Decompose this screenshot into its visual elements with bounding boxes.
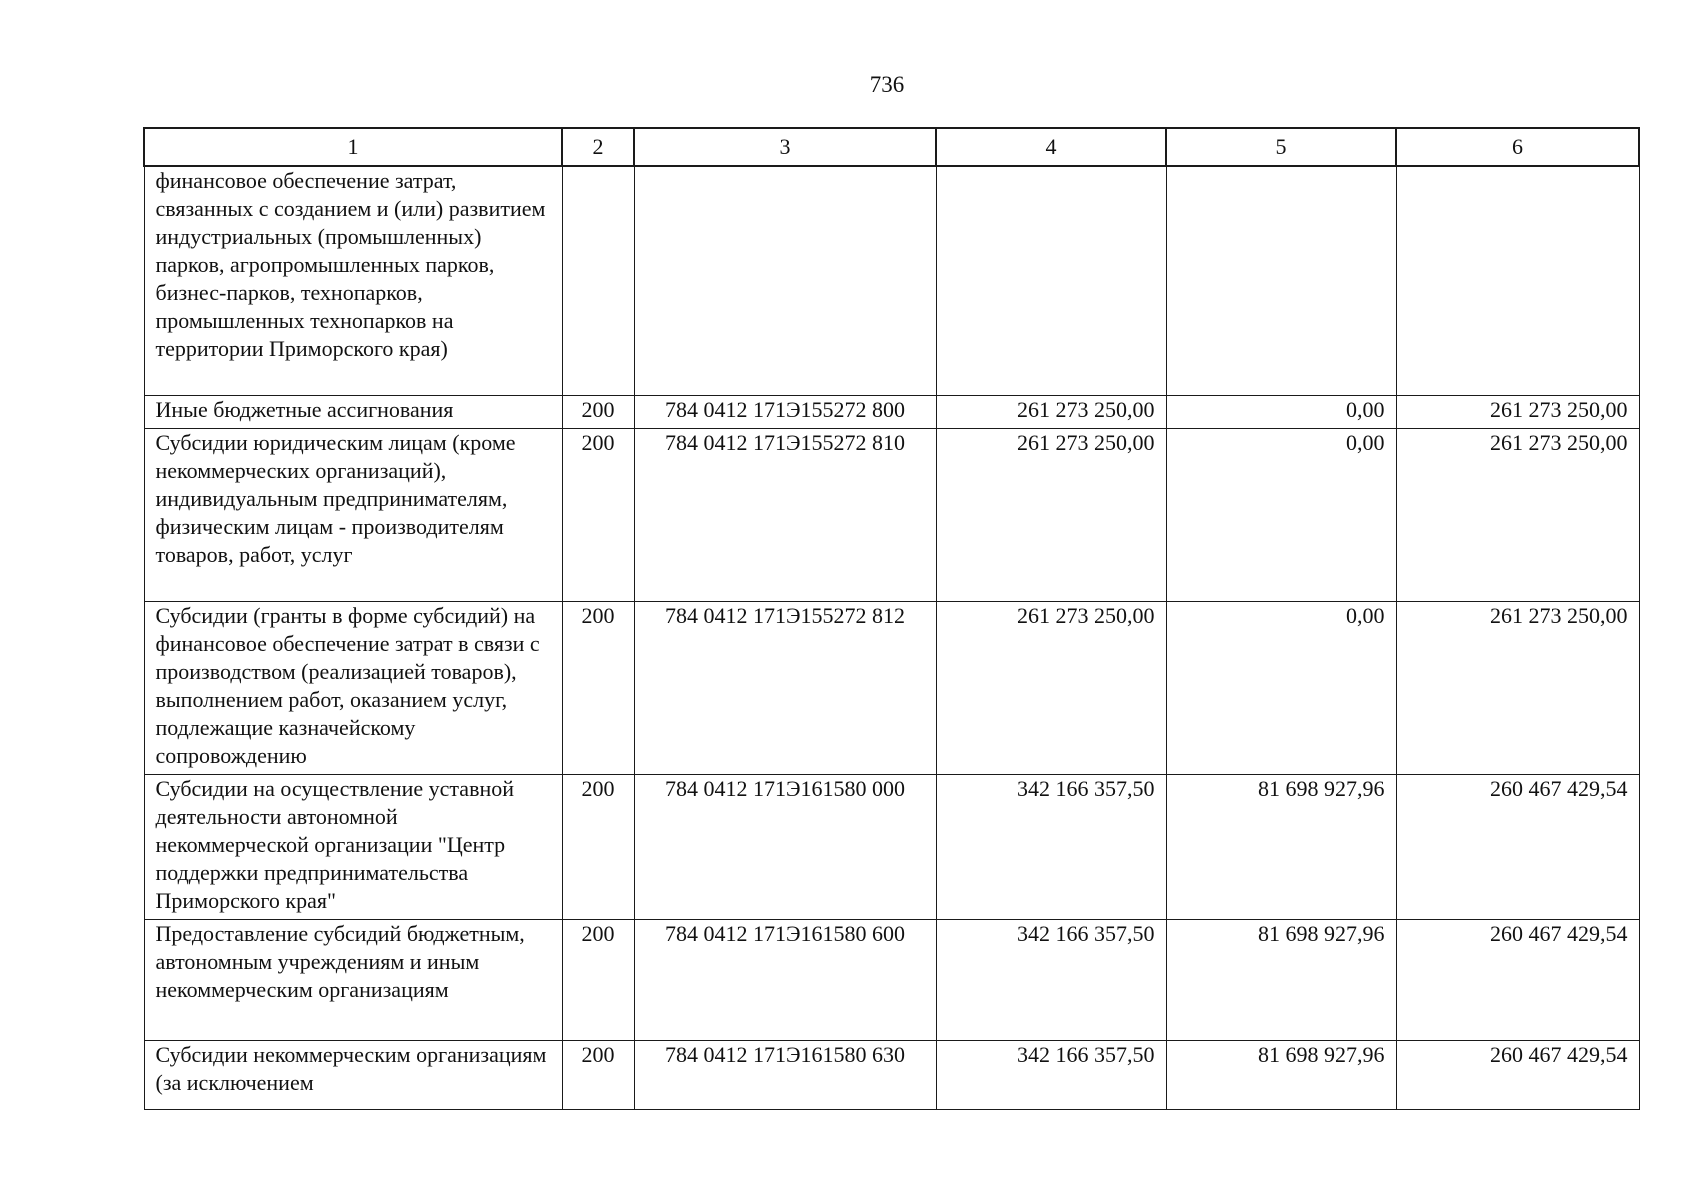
cell-col-5: 81 698 927,96 [1166,1041,1396,1110]
cell-code: 784 0412 171Э155272 812 [634,602,936,775]
cell-col-2: 200 [562,602,634,775]
cell-name: Предоставление субсидий бюджетным, автономным учреждениям и иным некоммерческим организациям [144,920,562,1041]
table-row [144,429,1639,602]
cell-name: Иные бюджетные ассигнования [144,396,562,429]
table-row [144,602,1639,775]
table-header [144,128,1639,166]
table-row [144,1041,1639,1110]
cell-col-5 [1166,166,1396,396]
page-number: 736 [869,72,905,97]
cell-col-4: 342 166 357,50 [936,1041,1166,1110]
cell-col-2: 200 [562,920,634,1041]
cell-col-6: 260 467 429,54 [1396,775,1639,920]
table-row [144,920,1639,1041]
table-row [144,775,1639,920]
header-col-2: 2 [562,128,634,166]
header-col-6: 6 [1396,128,1639,166]
header-col-5: 5 [1166,128,1396,166]
cell-name: Субсидии некоммерческим организациям (за исключением [144,1041,562,1110]
header-col-4: 4 [936,128,1166,166]
cell-name: Субсидии (гранты в форме субсидий) на финансовое обеспечение затрат в связи с производством (реализацией товаров), выполнением работ, оказанием услуг, подлежащие казначейскому сопровождению [144,602,562,775]
cell-col-2: 200 [562,396,634,429]
cell-code: 784 0412 171Э161580 000 [634,775,936,920]
cell-code: 784 0412 171Э155272 810 [634,429,936,602]
cell-code: 784 0412 171Э155272 800 [634,396,936,429]
cell-col-4: 261 273 250,00 [936,396,1166,429]
cell-col-6: 261 273 250,00 [1396,602,1639,775]
cell-col-2: 200 [562,775,634,920]
cell-col-5: 0,00 [1166,602,1396,775]
cell-col-4 [936,166,1166,396]
cell-col-6: 260 467 429,54 [1396,1041,1639,1110]
cell-col-4: 261 273 250,00 [936,429,1166,602]
cell-name: финансовое обеспечение затрат, связанных с созданием и (или) развитием индустриальных (промышленных) парков, агропромышленных парков, бизнес-парков, технопарков, промышленных технопарков на территории Приморского края) [144,166,562,396]
budget-table [143,127,1640,1110]
table-body [144,166,1639,1110]
cell-col-6: 261 273 250,00 [1396,429,1639,602]
header-col-1: 1 [144,128,562,166]
cell-code: 784 0412 171Э161580 600 [634,920,936,1041]
cell-col-4: 342 166 357,50 [936,920,1166,1041]
table-row [144,166,1639,396]
cell-col-6: 261 273 250,00 [1396,396,1639,429]
cell-col-2: 200 [562,1041,634,1110]
cell-col-6 [1396,166,1639,396]
table-row [144,396,1639,429]
cell-col-5: 81 698 927,96 [1166,920,1396,1041]
header-row [144,128,1639,166]
cell-col-6: 260 467 429,54 [1396,920,1639,1041]
cell-code: 784 0412 171Э161580 630 [634,1041,936,1110]
cell-name: Субсидии на осуществление уставной деятельности автономной некоммерческой организации "Центр поддержки предпринимательства Приморского края" [144,775,562,920]
cell-col-4: 261 273 250,00 [936,602,1166,775]
cell-col-4: 342 166 357,50 [936,775,1166,920]
cell-code [634,166,936,396]
header-col-3: 3 [634,128,936,166]
cell-name: Субсидии юридическим лицам (кроме некоммерческих организаций), индивидуальным предпринимателям, физическим лицам - производителям товаров, работ, услуг [144,429,562,602]
cell-col-5: 81 698 927,96 [1166,775,1396,920]
cell-col-5: 0,00 [1166,396,1396,429]
cell-col-5: 0,00 [1166,429,1396,602]
cell-col-2: 200 [562,429,634,602]
cell-col-2 [562,166,634,396]
